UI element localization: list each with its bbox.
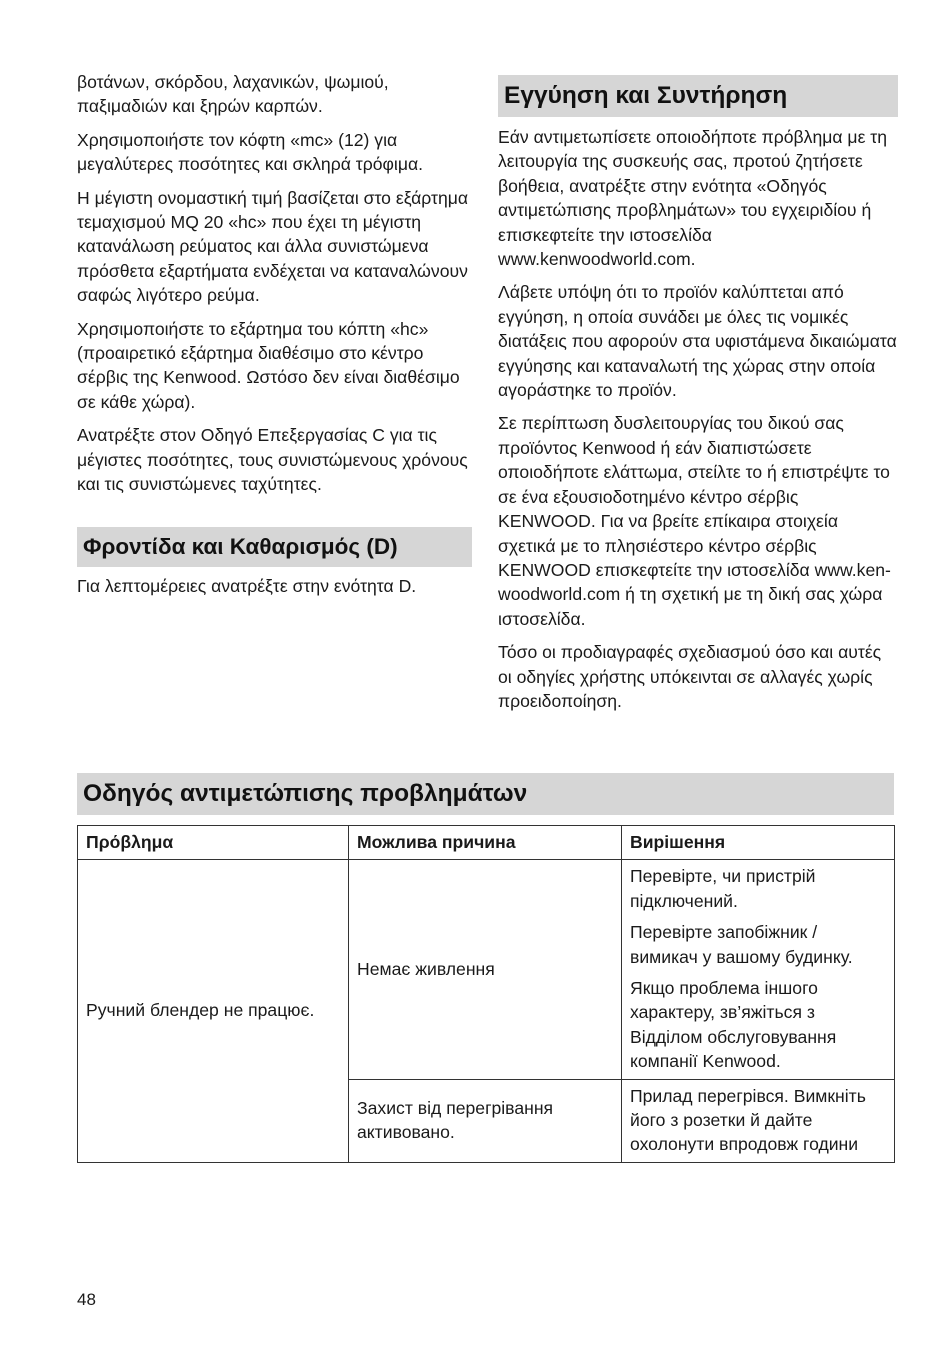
paragraph: Ανατρέξτε στον Οδηγό Επεξεργασίας C για τις μέγιστες ποσότητες, τους συνιστώμενους χρόνους και τις συνιστώμενες ταχύτητες. bbox=[77, 425, 468, 495]
page-number: 48 bbox=[77, 1290, 96, 1309]
table-header-row bbox=[78, 826, 895, 860]
care-heading: Φροντίδα και Καθαρισμός (D) bbox=[77, 527, 472, 567]
paragraph: βοτάνων, σκόρδου, λαχανικών, ψωμιού, παξιμαδιών και ξηρών καρπών. bbox=[77, 72, 389, 117]
column-header-cause: Можлива причина bbox=[349, 826, 622, 860]
paragraph: Εάν αντιμετωπίσετε οποιοδήποτε πρόβλημα με τη λειτουργία της συσκευής σας, προτού ζητήσετε βοήθεια, ανατρέξτε στην ενότητα «Οδηγός αντιμετώπισης προβλημάτων» του εγχειριδίου ή επισκεφτείτε την ιστοσελίδα www.kenwoodworld.com. bbox=[498, 127, 888, 270]
solution-cell bbox=[622, 860, 895, 1079]
care-text: Για λεπτομέρειες ανατρέξτε στην ενότητα D. bbox=[77, 575, 417, 596]
solution-cell bbox=[622, 1079, 895, 1162]
right-column bbox=[498, 70, 898, 722]
column-header-problem: Πρόβλημα bbox=[78, 826, 349, 860]
column-header-solution: Вирішення bbox=[622, 826, 895, 860]
paragraph: Τόσο οι προδιαγραφές σχεδιασμού όσο και αυτές οι οδηγίες χρήστης υπόκεινται σε αλλαγές χωρίς προειδοποίηση. bbox=[498, 642, 882, 711]
warranty-heading: Εγγύηση και Συντήρηση bbox=[498, 75, 898, 117]
solution-text: Перевірте запобіжник / вимикач у вашому будинку. bbox=[630, 922, 853, 967]
paragraph: Σε περίπτωση δυσλειτουργίας του δικού σας προϊόντος Kenwood ή εάν διαπιστώσετε οποιοδήποτε ελάττωμα, στείλτε το ή επιστρέψτε το σε ένα εξουσιοδοτημένο κέντρο σέρβις KENWOOD. Για να βρείτε επίκαιρα στοιχεία σχετικά με το πλησιέστερο κέντρο σέρβις KENWOOD επισκεφτείτε την ιστοσελίδα www.ken-woodworld.com ή τη σχετική με τη δική σας χώρα ιστοσελίδα. bbox=[498, 413, 891, 629]
cause-cell: Немає живлення bbox=[349, 860, 622, 1079]
cause-cell: Захист від перегрівання активовано. bbox=[349, 1079, 622, 1162]
troubleshooting-heading: Οδηγός αντιμετώπισης προβλημάτων bbox=[77, 773, 894, 815]
problem-cell: Ручний блендер не працює. bbox=[78, 860, 349, 1162]
solution-text: Прилад перегрівся. Вимкніть його з розетки й дайте охолонути впродовж години bbox=[630, 1085, 866, 1155]
solution-text: Перевірте, чи пристрій підключений. bbox=[630, 866, 816, 911]
troubleshooting-table bbox=[77, 825, 895, 1163]
paragraph: Λάβετε υπόψη ότι το προϊόν καλύπτεται από εγγύηση, η οποία συνάδει με όλες τις νομικές διατάξεις που αφορούν στα υφιστάμενα δικαιώματα εγγύησης και καταναλωτή της χώρας στην οποία αγοράστηκε το προϊόν. bbox=[498, 282, 897, 401]
table-row bbox=[78, 860, 895, 1079]
paragraph: Η μέγιστη ονομαστική τιμή βασίζεται στο εξάρτημα τεμαχισμού MQ 20 «hc» που έχει τη μέγιστη κατανάλωση ρεύματος και άλλα συνιστώμενα πρόσθετα εξαρτήματα ενδέχεται να καταναλώνουν σαφώς λιγότερο ρεύμα. bbox=[77, 187, 469, 306]
left-column bbox=[77, 70, 472, 607]
paragraph: Χρησιμοποιήστε τον κόφτη «mc» (12) για μεγαλύτερες ποσότητες και σκληρά τρόφιμα. bbox=[77, 129, 424, 175]
solution-text: Якщо проблема іншого характеру, зв’яжіться з Відділом обслуговування компанії Kenwood. bbox=[630, 978, 837, 1072]
paragraph: Χρησιμοποιήστε το εξάρτημα του κόπτη «hc» (προαιρετικό εξάρτημα διαθέσιμο στο κέντρο σέρβις της Kenwood. Ωστόσο δεν είναι διαθέσιμο σε κάθε χώρα). bbox=[77, 318, 460, 412]
